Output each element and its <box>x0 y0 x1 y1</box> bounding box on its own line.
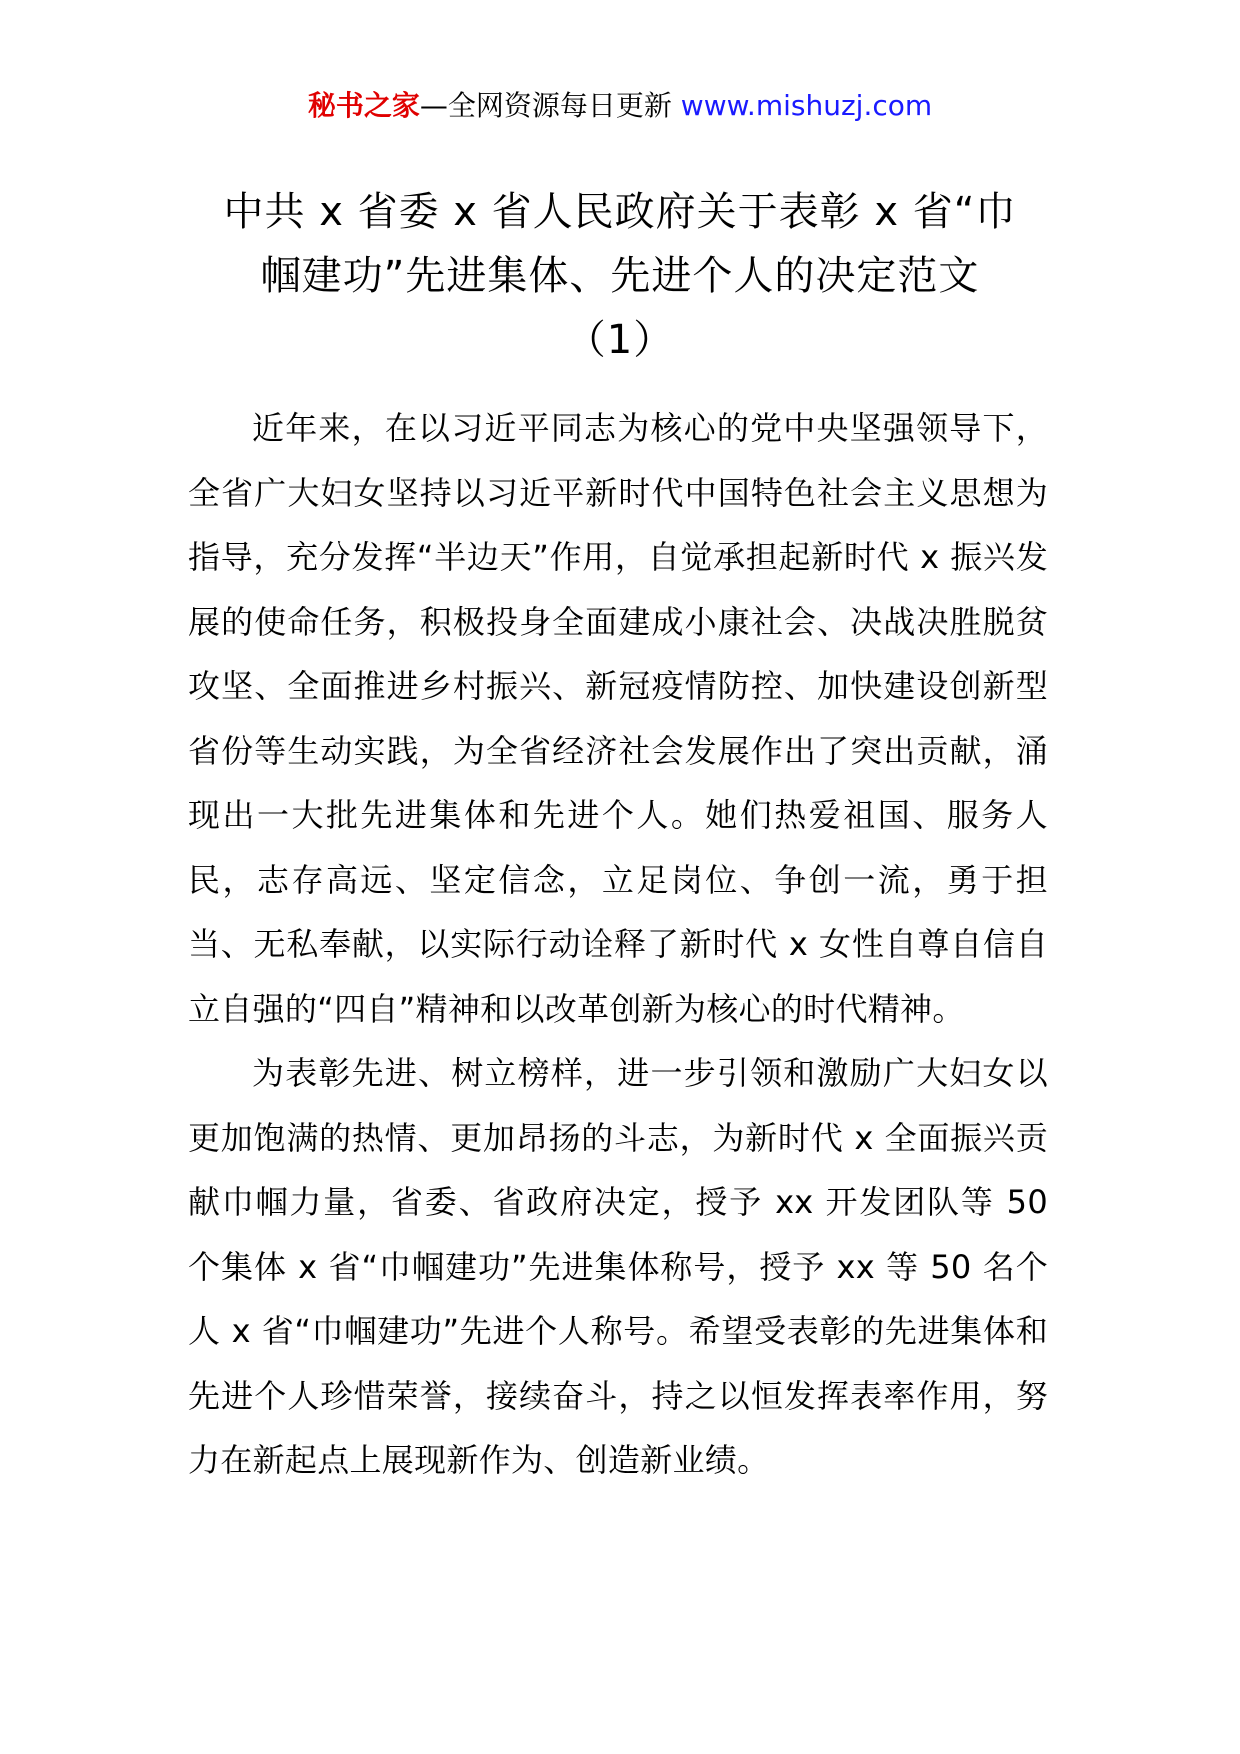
body-paragraph-2: 为表彰先进、树立榜样，进一步引领和激励广大妇女以更加饱满的热情、更加昂扬的斗志，为新时代 x 全面振兴贡献巾帼力量，省委、省政府决定，授予 xx 开发团队等 50 个集体 x 省“巾帼建功”先进集体称号，授予 xx 等 50 名个人 x 省“巾帼建功”先进个人称号。希望受表彰的先进集体和先进个人珍惜荣誉，接续奋斗，持之以恒发挥表率作用，努力在新起点上展现新作为、创造新业绩。 <box>188 1054 1048 1479</box>
document-title-line-1: 中共 x 省委 x 省人民政府关于表彰 x 省“巾 <box>223 189 1017 235</box>
banner-url-link[interactable]: www.mishuzj.com <box>680 89 933 122</box>
site-banner <box>0 86 1240 126</box>
document-title <box>190 180 1050 372</box>
banner-tagline: —全网资源每日更新 <box>419 89 672 122</box>
document-title-line-2: 帼建功”先进集体、先进个人的决定范文 <box>260 253 980 299</box>
banner-brand: 秘书之家 <box>307 89 420 122</box>
document-body <box>188 396 1048 1493</box>
document-title-line-3: （1） <box>565 317 675 363</box>
body-paragraph-1: 近年来，在以习近平同志为核心的党中央坚强领导下，全省广大妇女坚持以习近平新时代中国特色社会主义思想为指导，充分发挥“半边天”作用，自觉承担起新时代 x 振兴发展的使命任务，积极投身全面建成小康社会、决战决胜脱贫攻坚、全面推进乡村振兴、新冠疫情防控、加快建设创新型省份等生动实践，为全省经济社会发展作出了突出贡献，涌现出一大批先进集体和先进个人。她们热爱祖国、服务人民，志存高远、坚定信念，立足岗位、争创一流，勇于担当、无私奉献，以实际行动诠释了新时代 x 女性自尊自信自立自强的“四自”精神和以改革创新为核心的时代精神。 <box>188 409 1048 1028</box>
